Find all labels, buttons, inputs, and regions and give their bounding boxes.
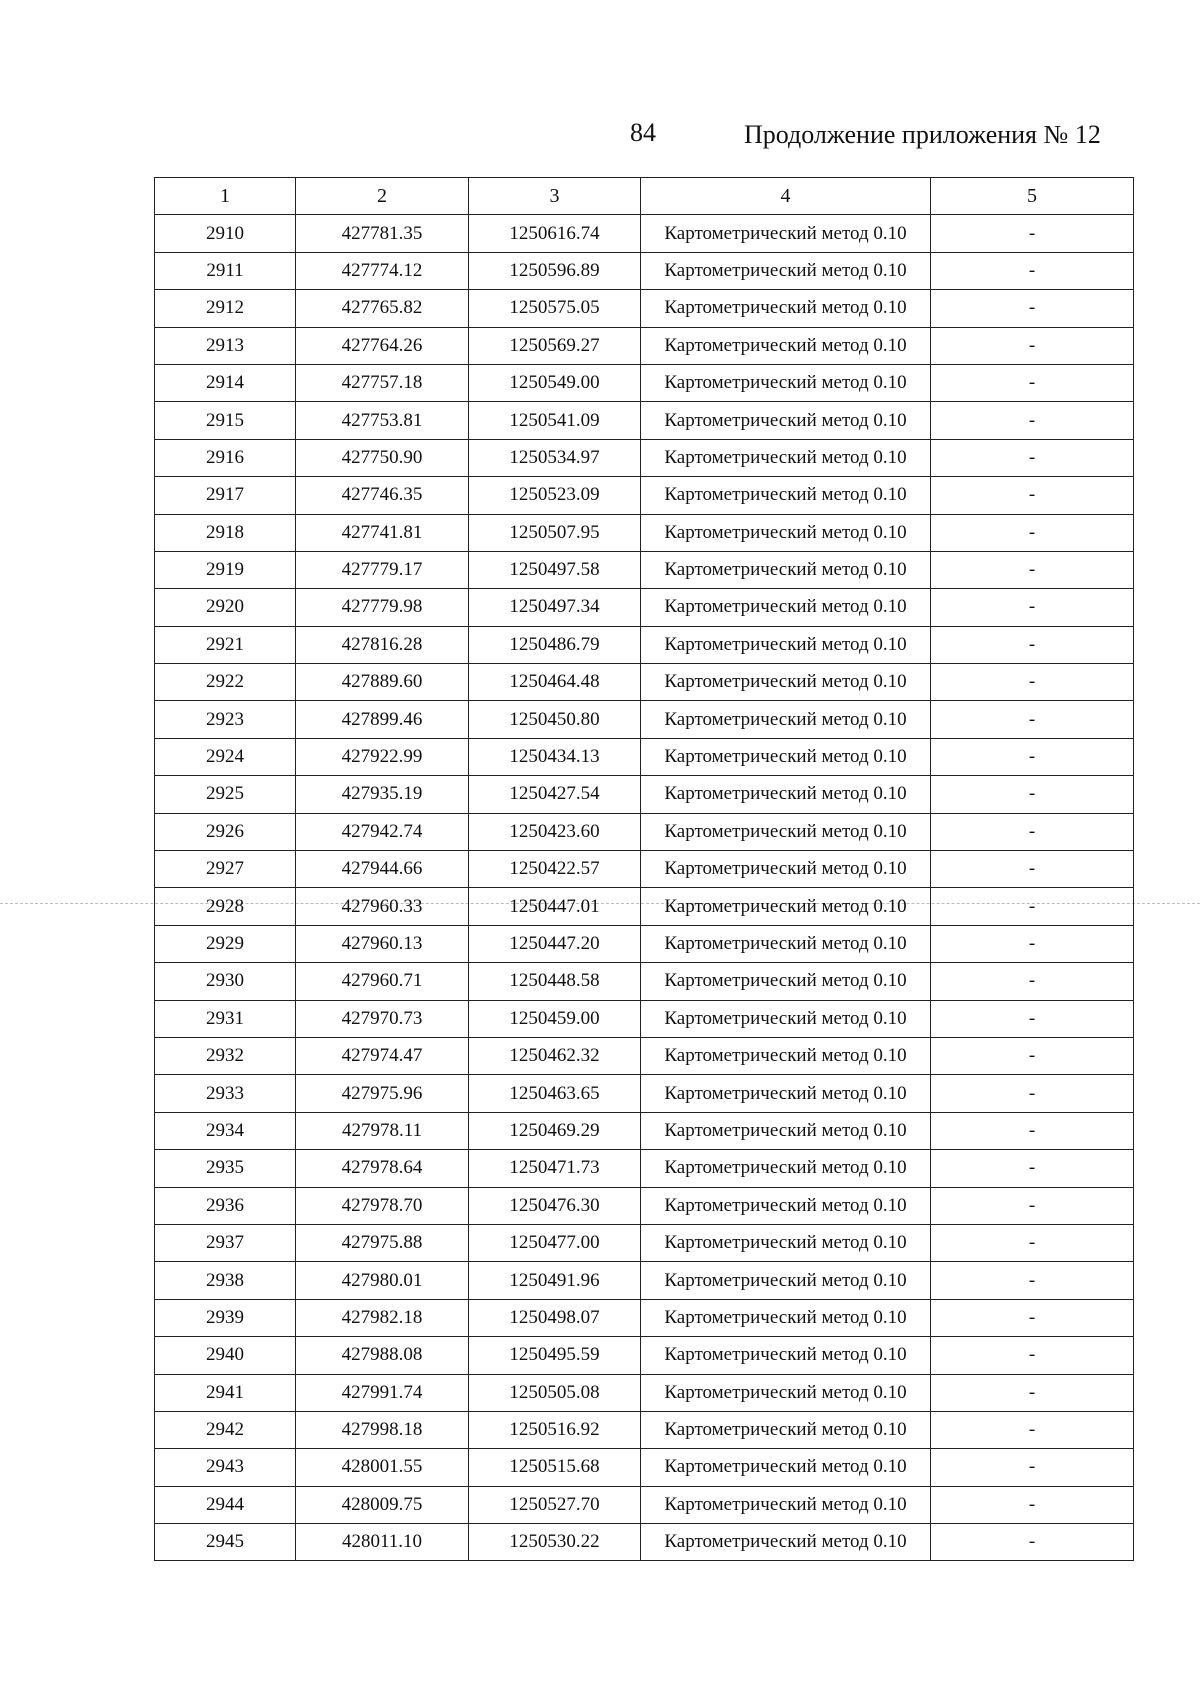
x-coordinate-cell: 427757.18: [296, 364, 469, 401]
y-coordinate-cell: 1250477.00: [469, 1224, 641, 1261]
method-cell: Картометрический метод 0.10: [641, 514, 931, 551]
note-cell: -: [931, 664, 1134, 701]
method-cell: Картометрический метод 0.10: [641, 963, 931, 1000]
x-coordinate-cell: 427922.99: [296, 738, 469, 775]
y-coordinate-cell: 1250507.95: [469, 514, 641, 551]
y-coordinate-cell: 1250423.60: [469, 813, 641, 850]
table-row: [155, 1411, 1134, 1448]
note-cell: -: [931, 813, 1134, 850]
y-coordinate-cell: 1250616.74: [469, 215, 641, 252]
point-number-cell: 2930: [155, 963, 296, 1000]
table-row: [155, 851, 1134, 888]
note-cell: -: [931, 1000, 1134, 1037]
note-cell: -: [931, 925, 1134, 962]
method-cell: Картометрический метод 0.10: [641, 1411, 931, 1448]
point-number-cell: 2935: [155, 1150, 296, 1187]
method-cell: Картометрический метод 0.10: [641, 1075, 931, 1112]
y-coordinate-cell: 1250422.57: [469, 851, 641, 888]
table-row: [155, 701, 1134, 738]
table-row: [155, 514, 1134, 551]
table-row: [155, 626, 1134, 663]
note-cell: -: [931, 888, 1134, 925]
note-cell: -: [931, 1374, 1134, 1411]
x-coordinate-cell: 427779.98: [296, 589, 469, 626]
x-coordinate-cell: 427960.33: [296, 888, 469, 925]
y-coordinate-cell: 1250471.73: [469, 1150, 641, 1187]
point-number-cell: 2939: [155, 1299, 296, 1336]
table-row: [155, 290, 1134, 327]
y-coordinate-cell: 1250469.29: [469, 1112, 641, 1149]
coordinates-table: [154, 177, 1134, 1561]
y-coordinate-cell: 1250447.01: [469, 888, 641, 925]
table-row: [155, 364, 1134, 401]
method-cell: Картометрический метод 0.10: [641, 925, 931, 962]
y-coordinate-cell: 1250459.00: [469, 1000, 641, 1037]
table-row: [155, 1486, 1134, 1523]
table-row: [155, 439, 1134, 476]
x-coordinate-cell: 428009.75: [296, 1486, 469, 1523]
x-coordinate-cell: 427982.18: [296, 1299, 469, 1336]
point-number-cell: 2943: [155, 1449, 296, 1486]
y-coordinate-cell: 1250462.32: [469, 1037, 641, 1074]
method-cell: Картометрический метод 0.10: [641, 327, 931, 364]
note-cell: -: [931, 1037, 1134, 1074]
note-cell: -: [931, 738, 1134, 775]
table-row: [155, 215, 1134, 252]
y-coordinate-cell: 1250569.27: [469, 327, 641, 364]
column-header-3: 3: [469, 178, 641, 215]
point-number-cell: 2910: [155, 215, 296, 252]
y-coordinate-cell: 1250516.92: [469, 1411, 641, 1448]
y-coordinate-cell: 1250448.58: [469, 963, 641, 1000]
point-number-cell: 2917: [155, 477, 296, 514]
note-cell: -: [931, 963, 1134, 1000]
point-number-cell: 2921: [155, 626, 296, 663]
method-cell: Картометрический метод 0.10: [641, 776, 931, 813]
point-number-cell: 2914: [155, 364, 296, 401]
x-coordinate-cell: 427988.08: [296, 1337, 469, 1374]
x-coordinate-cell: 427970.73: [296, 1000, 469, 1037]
point-number-cell: 2918: [155, 514, 296, 551]
point-number-cell: 2925: [155, 776, 296, 813]
table-row: [155, 252, 1134, 289]
y-coordinate-cell: 1250596.89: [469, 252, 641, 289]
x-coordinate-cell: 427889.60: [296, 664, 469, 701]
y-coordinate-cell: 1250498.07: [469, 1299, 641, 1336]
table-row: [155, 925, 1134, 962]
note-cell: -: [931, 701, 1134, 738]
y-coordinate-cell: 1250575.05: [469, 290, 641, 327]
method-cell: Картометрический метод 0.10: [641, 215, 931, 252]
note-cell: -: [931, 514, 1134, 551]
point-number-cell: 2940: [155, 1337, 296, 1374]
method-cell: Картометрический метод 0.10: [641, 1337, 931, 1374]
x-coordinate-cell: 427899.46: [296, 701, 469, 738]
y-coordinate-cell: 1250434.13: [469, 738, 641, 775]
table-row: [155, 1524, 1134, 1561]
table-header-row: [155, 178, 1134, 215]
note-cell: -: [931, 1112, 1134, 1149]
note-cell: -: [931, 402, 1134, 439]
method-cell: Картометрический метод 0.10: [641, 364, 931, 401]
y-coordinate-cell: 1250450.80: [469, 701, 641, 738]
method-cell: Картометрический метод 0.10: [641, 1299, 931, 1336]
table-row: [155, 738, 1134, 775]
method-cell: Картометрический метод 0.10: [641, 738, 931, 775]
point-number-cell: 2932: [155, 1037, 296, 1074]
method-cell: Картометрический метод 0.10: [641, 664, 931, 701]
method-cell: Картометрический метод 0.10: [641, 551, 931, 588]
table-row: [155, 888, 1134, 925]
note-cell: -: [931, 252, 1134, 289]
x-coordinate-cell: 427980.01: [296, 1262, 469, 1299]
point-number-cell: 2936: [155, 1187, 296, 1224]
x-coordinate-cell: 427942.74: [296, 813, 469, 850]
y-coordinate-cell: 1250530.22: [469, 1524, 641, 1561]
point-number-cell: 2929: [155, 925, 296, 962]
y-coordinate-cell: 1250497.34: [469, 589, 641, 626]
note-cell: -: [931, 215, 1134, 252]
note-cell: -: [931, 1299, 1134, 1336]
table-row: [155, 1299, 1134, 1336]
x-coordinate-cell: 427774.12: [296, 252, 469, 289]
x-coordinate-cell: 427765.82: [296, 290, 469, 327]
table-row: [155, 963, 1134, 1000]
x-coordinate-cell: 427935.19: [296, 776, 469, 813]
note-cell: -: [931, 1337, 1134, 1374]
y-coordinate-cell: 1250497.58: [469, 551, 641, 588]
table-row: [155, 813, 1134, 850]
column-header-4: 4: [641, 178, 931, 215]
y-coordinate-cell: 1250549.00: [469, 364, 641, 401]
method-cell: Картометрический метод 0.10: [641, 439, 931, 476]
point-number-cell: 2920: [155, 589, 296, 626]
table-row: [155, 1150, 1134, 1187]
y-coordinate-cell: 1250486.79: [469, 626, 641, 663]
table-row: [155, 477, 1134, 514]
note-cell: -: [931, 1224, 1134, 1261]
x-coordinate-cell: 427944.66: [296, 851, 469, 888]
x-coordinate-cell: 427978.64: [296, 1150, 469, 1187]
method-cell: Картометрический метод 0.10: [641, 1187, 931, 1224]
note-cell: -: [931, 290, 1134, 327]
x-coordinate-cell: 427974.47: [296, 1037, 469, 1074]
note-cell: -: [931, 589, 1134, 626]
y-coordinate-cell: 1250534.97: [469, 439, 641, 476]
method-cell: Картометрический метод 0.10: [641, 477, 931, 514]
method-cell: Картометрический метод 0.10: [641, 851, 931, 888]
point-number-cell: 2913: [155, 327, 296, 364]
point-number-cell: 2941: [155, 1374, 296, 1411]
method-cell: Картометрический метод 0.10: [641, 701, 931, 738]
point-number-cell: 2916: [155, 439, 296, 476]
method-cell: Картометрический метод 0.10: [641, 888, 931, 925]
table-row: [155, 1075, 1134, 1112]
x-coordinate-cell: 427978.70: [296, 1187, 469, 1224]
x-coordinate-cell: 428001.55: [296, 1449, 469, 1486]
y-coordinate-cell: 1250527.70: [469, 1486, 641, 1523]
x-coordinate-cell: 427975.96: [296, 1075, 469, 1112]
page-number: 84: [630, 118, 656, 147]
note-cell: -: [931, 851, 1134, 888]
note-cell: -: [931, 776, 1134, 813]
table-row: [155, 1187, 1134, 1224]
method-cell: Картометрический метод 0.10: [641, 589, 931, 626]
note-cell: -: [931, 439, 1134, 476]
method-cell: Картометрический метод 0.10: [641, 1224, 931, 1261]
note-cell: -: [931, 1486, 1134, 1523]
note-cell: -: [931, 1524, 1134, 1561]
method-cell: Картометрический метод 0.10: [641, 1524, 931, 1561]
note-cell: -: [931, 1411, 1134, 1448]
note-cell: -: [931, 626, 1134, 663]
note-cell: -: [931, 1449, 1134, 1486]
method-cell: Картометрический метод 0.10: [641, 402, 931, 439]
method-cell: Картометрический метод 0.10: [641, 813, 931, 850]
table-body: [155, 215, 1134, 1561]
table-row: [155, 1374, 1134, 1411]
y-coordinate-cell: 1250541.09: [469, 402, 641, 439]
x-coordinate-cell: 427746.35: [296, 477, 469, 514]
method-cell: Картометрический метод 0.10: [641, 626, 931, 663]
table-row: [155, 1224, 1134, 1261]
y-coordinate-cell: 1250523.09: [469, 477, 641, 514]
y-coordinate-cell: 1250495.59: [469, 1337, 641, 1374]
table-row: [155, 1337, 1134, 1374]
table-row: [155, 1449, 1134, 1486]
point-number-cell: 2912: [155, 290, 296, 327]
point-number-cell: 2911: [155, 252, 296, 289]
table-row: [155, 776, 1134, 813]
note-cell: -: [931, 1187, 1134, 1224]
method-cell: Картометрический метод 0.10: [641, 1150, 931, 1187]
x-coordinate-cell: 427978.11: [296, 1112, 469, 1149]
y-coordinate-cell: 1250427.54: [469, 776, 641, 813]
table-row: [155, 1000, 1134, 1037]
method-cell: Картометрический метод 0.10: [641, 1112, 931, 1149]
x-coordinate-cell: 427960.13: [296, 925, 469, 962]
x-coordinate-cell: 428011.10: [296, 1524, 469, 1561]
method-cell: Картометрический метод 0.10: [641, 1486, 931, 1523]
y-coordinate-cell: 1250464.48: [469, 664, 641, 701]
method-cell: Картометрический метод 0.10: [641, 290, 931, 327]
method-cell: Картометрический метод 0.10: [641, 1262, 931, 1299]
point-number-cell: 2937: [155, 1224, 296, 1261]
table-row: [155, 402, 1134, 439]
table-row: [155, 589, 1134, 626]
table-row: [155, 1037, 1134, 1074]
x-coordinate-cell: 427998.18: [296, 1411, 469, 1448]
x-coordinate-cell: 427975.88: [296, 1224, 469, 1261]
point-number-cell: 2944: [155, 1486, 296, 1523]
note-cell: -: [931, 1150, 1134, 1187]
point-number-cell: 2922: [155, 664, 296, 701]
note-cell: -: [931, 327, 1134, 364]
point-number-cell: 2938: [155, 1262, 296, 1299]
page-title: Продолжение приложения № 12: [744, 120, 1101, 149]
column-header-1: 1: [155, 178, 296, 215]
point-number-cell: 2933: [155, 1075, 296, 1112]
table-row: [155, 1262, 1134, 1299]
x-coordinate-cell: 427960.71: [296, 963, 469, 1000]
note-cell: -: [931, 477, 1134, 514]
note-cell: -: [931, 1075, 1134, 1112]
point-number-cell: 2942: [155, 1411, 296, 1448]
table-row: [155, 664, 1134, 701]
point-number-cell: 2928: [155, 888, 296, 925]
x-coordinate-cell: 427816.28: [296, 626, 469, 663]
column-header-2: 2: [296, 178, 469, 215]
table-header: [155, 178, 1134, 215]
method-cell: Картометрический метод 0.10: [641, 252, 931, 289]
y-coordinate-cell: 1250515.68: [469, 1449, 641, 1486]
note-cell: -: [931, 1262, 1134, 1299]
x-coordinate-cell: 427991.74: [296, 1374, 469, 1411]
table-row: [155, 551, 1134, 588]
point-number-cell: 2919: [155, 551, 296, 588]
y-coordinate-cell: 1250447.20: [469, 925, 641, 962]
point-number-cell: 2915: [155, 402, 296, 439]
y-coordinate-cell: 1250491.96: [469, 1262, 641, 1299]
point-number-cell: 2926: [155, 813, 296, 850]
y-coordinate-cell: 1250476.30: [469, 1187, 641, 1224]
note-cell: -: [931, 364, 1134, 401]
y-coordinate-cell: 1250505.08: [469, 1374, 641, 1411]
point-number-cell: 2923: [155, 701, 296, 738]
column-header-5: 5: [931, 178, 1134, 215]
method-cell: Картометрический метод 0.10: [641, 1000, 931, 1037]
method-cell: Картометрический метод 0.10: [641, 1374, 931, 1411]
x-coordinate-cell: 427779.17: [296, 551, 469, 588]
point-number-cell: 2931: [155, 1000, 296, 1037]
y-coordinate-cell: 1250463.65: [469, 1075, 641, 1112]
x-coordinate-cell: 427750.90: [296, 439, 469, 476]
note-cell: -: [931, 551, 1134, 588]
method-cell: Картометрический метод 0.10: [641, 1449, 931, 1486]
x-coordinate-cell: 427764.26: [296, 327, 469, 364]
table-row: [155, 1112, 1134, 1149]
point-number-cell: 2924: [155, 738, 296, 775]
method-cell: Картометрический метод 0.10: [641, 1037, 931, 1074]
x-coordinate-cell: 427781.35: [296, 215, 469, 252]
x-coordinate-cell: 427753.81: [296, 402, 469, 439]
point-number-cell: 2945: [155, 1524, 296, 1561]
page-header: [620, 116, 1140, 156]
table-row: [155, 327, 1134, 364]
point-number-cell: 2927: [155, 851, 296, 888]
point-number-cell: 2934: [155, 1112, 296, 1149]
x-coordinate-cell: 427741.81: [296, 514, 469, 551]
